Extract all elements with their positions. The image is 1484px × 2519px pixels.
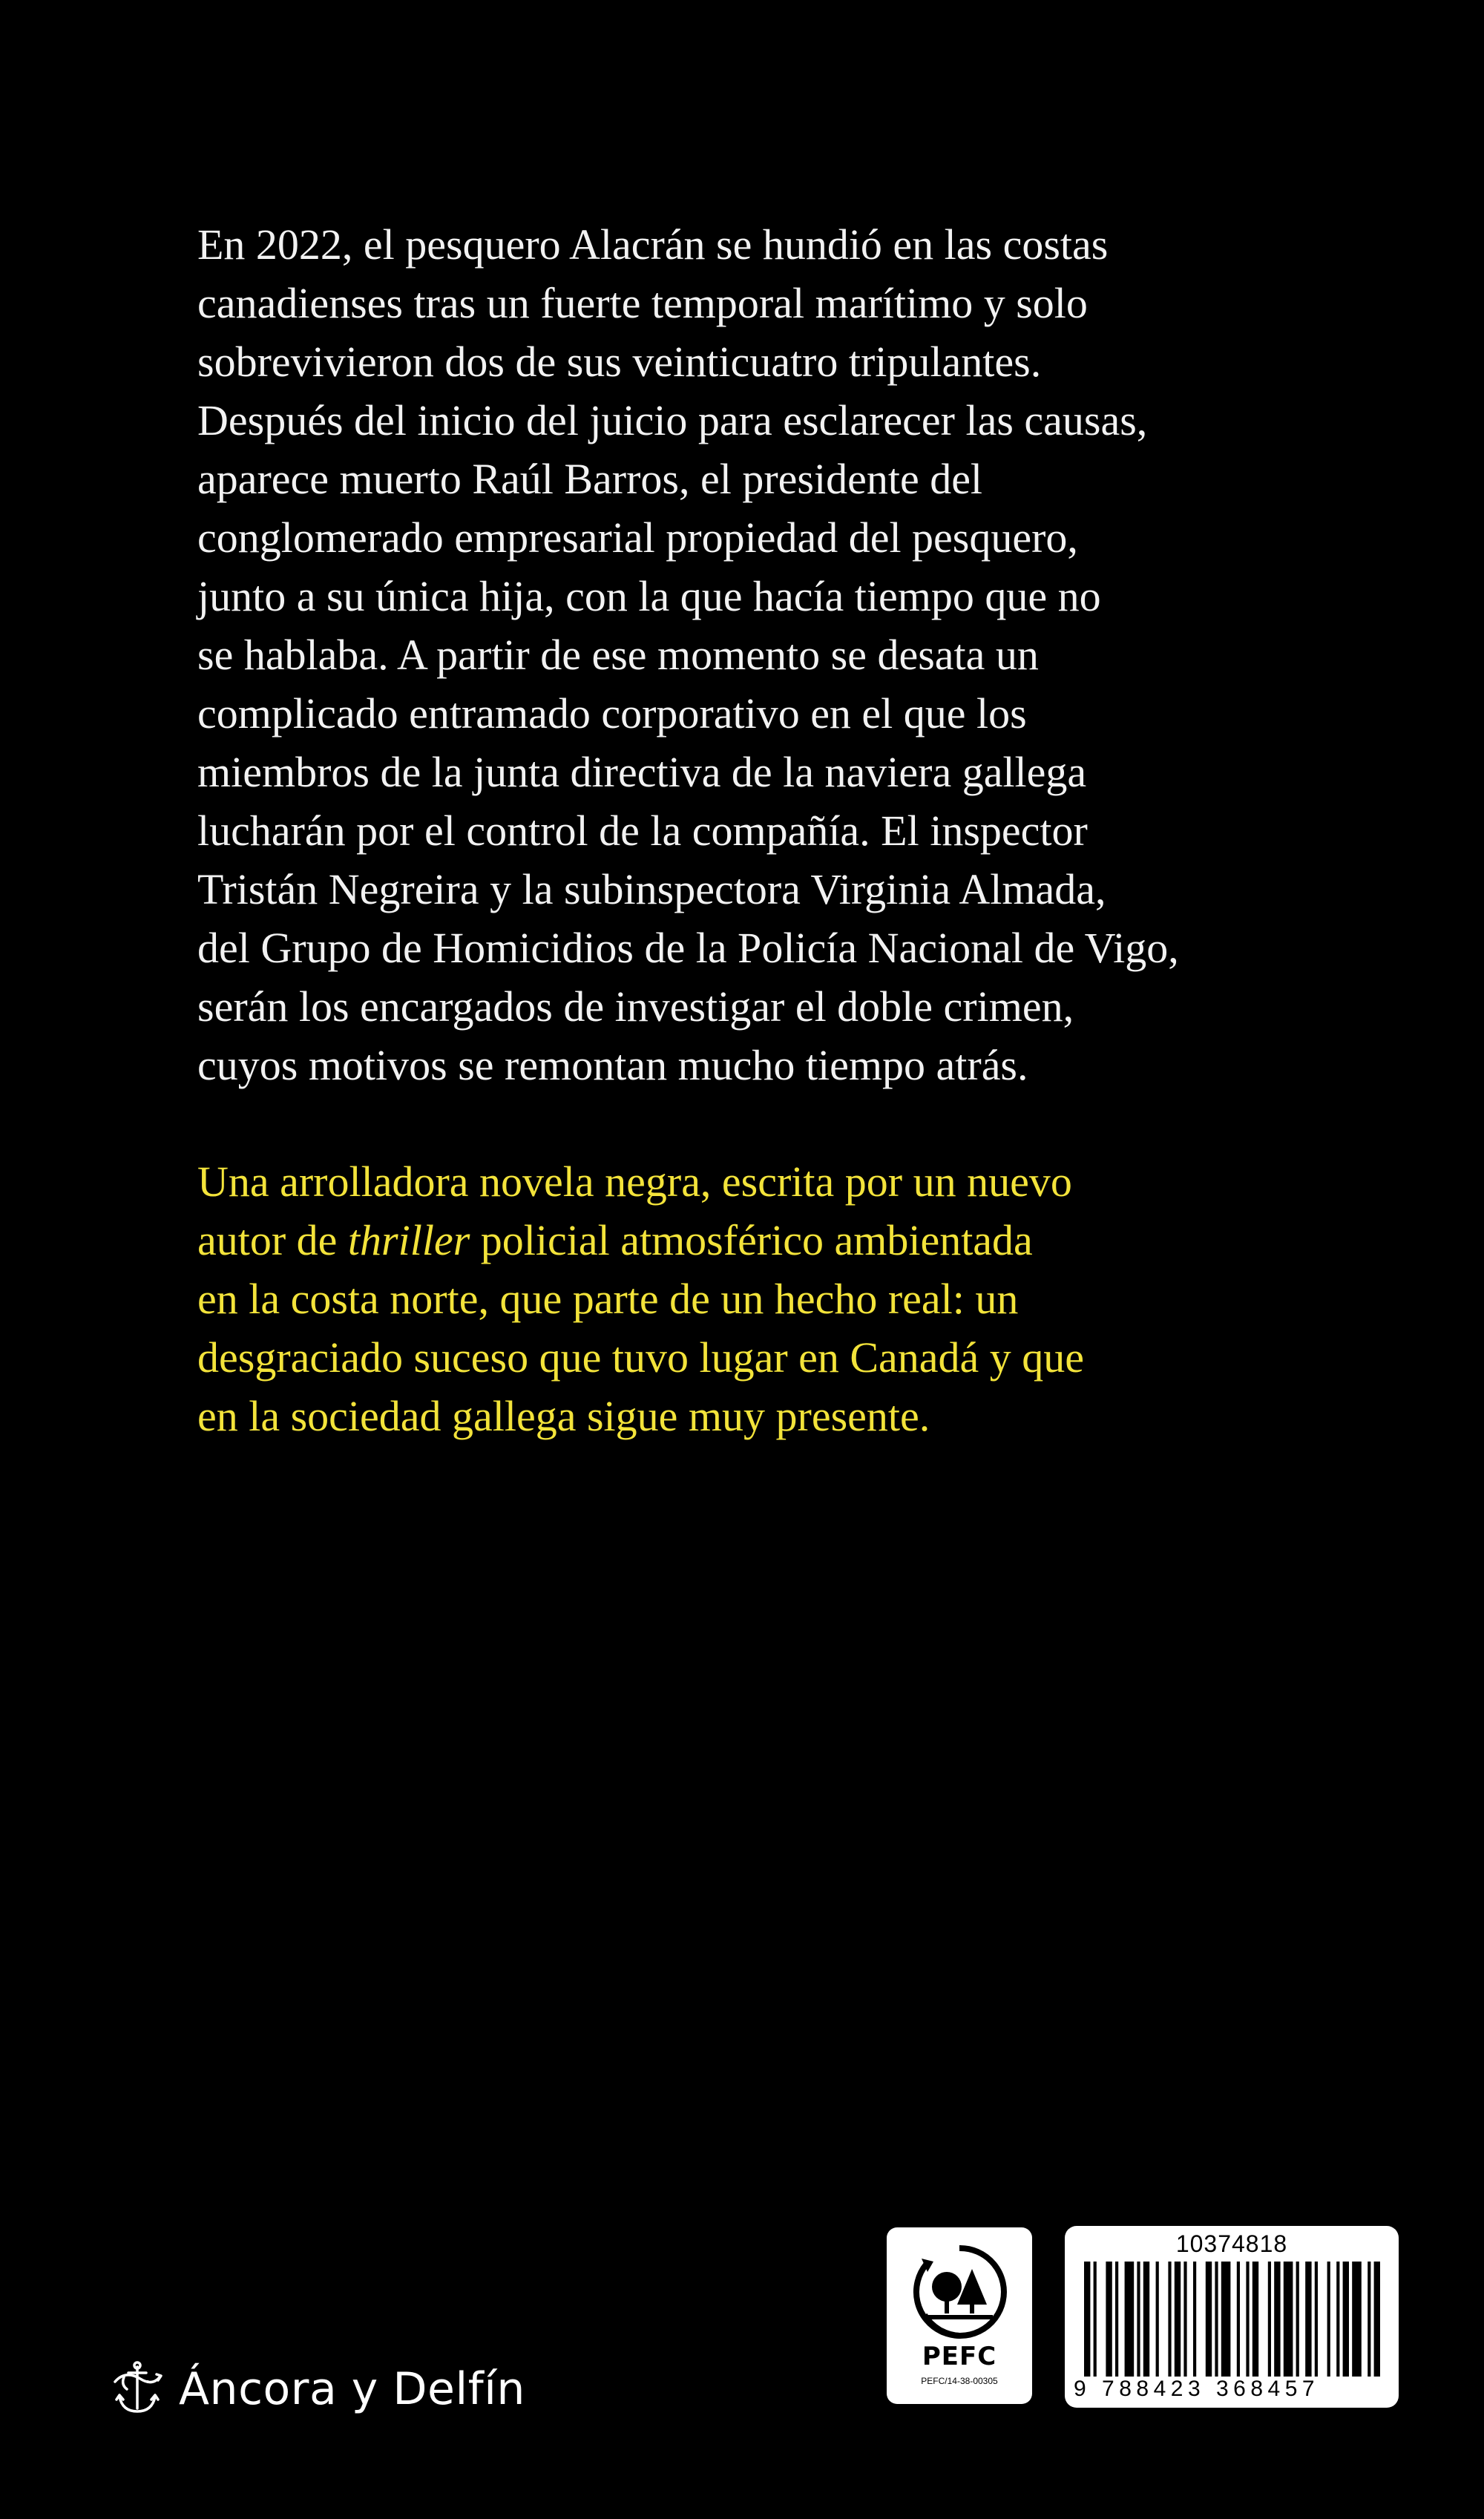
publisher-logo bbox=[108, 2356, 525, 2423]
blurb-line: Una arrolladora novela negra, escrita por un nuevo bbox=[197, 1157, 1072, 1206]
blurb-line: en la costa norte, que parte de un hecho real: un bbox=[197, 1275, 1019, 1323]
barcode-bar bbox=[1094, 2262, 1097, 2388]
barcode-top-number: 10374818 bbox=[1175, 2230, 1288, 2257]
barcode-bar bbox=[1296, 2262, 1299, 2388]
blurb-line: desgraciado suceso que tuvo lugar en Canadá y que bbox=[197, 1333, 1085, 1382]
pefc-code: PEFC/14-38-00305 bbox=[921, 2376, 998, 2386]
barcode-bars bbox=[1074, 2262, 1390, 2395]
synopsis-line: complicado entramado corporativo en el que los bbox=[197, 689, 1027, 738]
blurb-line-end: policial atmosférico ambientada bbox=[470, 1216, 1033, 1264]
synopsis-line: se hablaba. A partir de ese momento se desata un bbox=[197, 631, 1039, 679]
barcode-bar bbox=[1237, 2262, 1240, 2388]
barcode-bar bbox=[1315, 2262, 1318, 2388]
synopsis-line: Después del inicio del juicio para esclarecer las causas, bbox=[197, 396, 1148, 444]
blurb-line bbox=[197, 1211, 1310, 1270]
pefc-label bbox=[887, 2227, 1032, 2404]
synopsis-line: conglomerado empresarial propiedad del pesquero, bbox=[197, 513, 1078, 562]
barcode-bar bbox=[1274, 2262, 1280, 2388]
blurb-text bbox=[197, 1152, 1310, 1445]
barcode-bar bbox=[1327, 2262, 1330, 2388]
barcode-bar bbox=[1215, 2262, 1218, 2388]
pefc-tree-icon bbox=[911, 2244, 1008, 2340]
blurb-italic-word: thriller bbox=[347, 1216, 470, 1264]
barcode bbox=[1065, 2226, 1399, 2408]
blurb-line-start: autor de bbox=[197, 1216, 348, 1264]
synopsis-line: En 2022, el pesquero Alacrán se hundió en las costas bbox=[197, 220, 1109, 269]
barcode-bar bbox=[1368, 2262, 1370, 2388]
synopsis-line: serán los encargados de investigar el doble crimen, bbox=[197, 982, 1074, 1031]
synopsis-line: aparece muerto Raúl Barros, el presidente del bbox=[197, 455, 983, 503]
barcode-bar bbox=[1252, 2262, 1258, 2388]
publisher-name: Áncora y Delfín bbox=[179, 2363, 525, 2415]
barcode-bar bbox=[1268, 2262, 1271, 2388]
synopsis-line: cuyos motivos se remontan mucho tiempo atrás. bbox=[197, 1041, 1028, 1089]
blurb-line: en la sociedad gallega sigue muy presente. bbox=[197, 1392, 930, 1440]
barcode-bar bbox=[1143, 2262, 1149, 2388]
barcode-bar bbox=[1125, 2262, 1135, 2388]
synopsis-text bbox=[197, 215, 1310, 1094]
synopsis-line: canadienses tras un fuerte temporal marítimo y solo bbox=[197, 279, 1088, 327]
barcode-bar bbox=[1137, 2262, 1140, 2388]
barcode-bar bbox=[1352, 2262, 1362, 2388]
synopsis-line: junto a su única hija, con la que hacía tiempo que no bbox=[197, 572, 1101, 620]
barcode-bar bbox=[1374, 2262, 1380, 2388]
isbn-number: 9 788423 368457 bbox=[1074, 2377, 1390, 2402]
anchor-dolphin-icon bbox=[108, 2359, 167, 2419]
synopsis-line: del Grupo de Homicidios de la Policía Nacional de Vigo, bbox=[197, 924, 1179, 972]
barcode-bar bbox=[1221, 2262, 1231, 2388]
barcode-bar bbox=[1106, 2262, 1112, 2388]
barcode-bar bbox=[1183, 2262, 1186, 2388]
pefc-name: PEFC bbox=[922, 2342, 997, 2371]
synopsis-line: lucharán por el control de la compañía. El inspector bbox=[197, 807, 1088, 855]
synopsis-line: sobrevivieron dos de sus veinticuatro tripulantes. bbox=[197, 338, 1042, 386]
barcode-bar bbox=[1246, 2262, 1249, 2388]
barcode-bar bbox=[1206, 2262, 1212, 2388]
barcode-bar bbox=[1168, 2262, 1171, 2388]
barcode-bar bbox=[1336, 2262, 1339, 2388]
barcode-bar bbox=[1115, 2262, 1118, 2388]
barcode-bar bbox=[1175, 2262, 1181, 2388]
barcode-bar bbox=[1343, 2262, 1349, 2388]
barcode-bar bbox=[1156, 2262, 1159, 2388]
barcode-bar bbox=[1305, 2262, 1311, 2388]
synopsis-line: Tristán Negreira y la subinspectora Virginia Almada, bbox=[197, 865, 1106, 913]
barcode-bar bbox=[1084, 2262, 1090, 2388]
barcode-bar bbox=[1284, 2262, 1293, 2388]
synopsis-line: miembros de la junta directiva de la naviera gallega bbox=[197, 748, 1087, 796]
barcode-bar bbox=[1193, 2262, 1196, 2388]
